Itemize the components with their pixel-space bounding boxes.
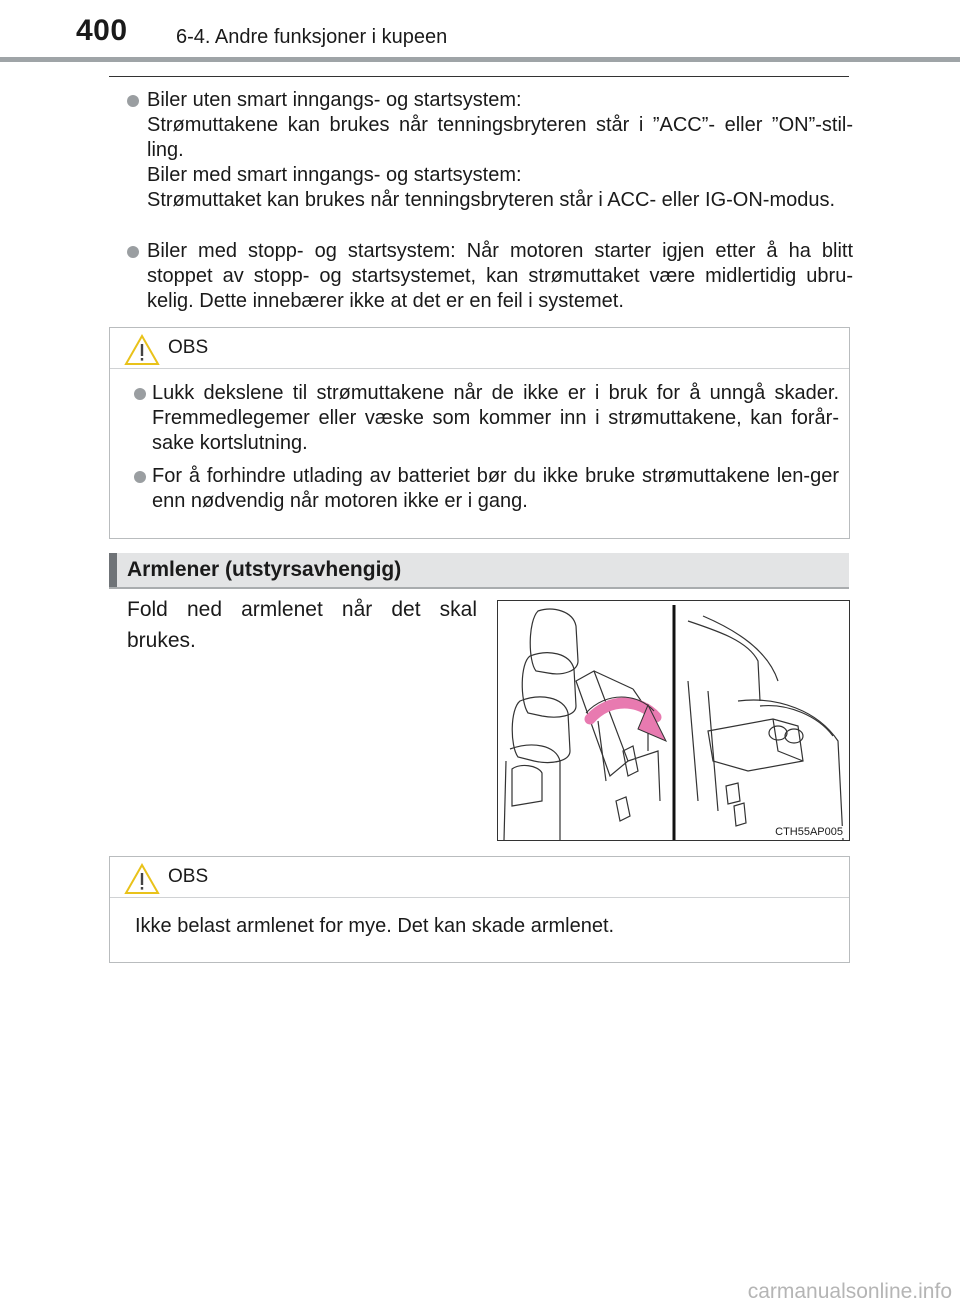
obs-text: Ikke belast armlenet for mye. Det kan skade armlenet. [135,915,615,937]
obs-item [110,464,849,514]
obs-label: OBS [168,337,209,358]
bullet-dot-icon [134,471,146,483]
instruction-text: Fold ned armlenet når det skal brukes. [127,598,477,652]
warning-triangle-icon [124,334,160,366]
bullet-dot-icon [127,95,139,107]
section-marker [109,553,117,587]
watermark[interactable]: carmanualsonline.info [747,1280,952,1303]
top-rule [109,76,849,77]
bullet-line: Biler med smart inngangs- og startsystem: [147,164,522,186]
bullet-line: Strømuttaket kan brukes når tenningsbryteren står i ACC- eller IG-ON-modus. [147,189,836,211]
bullet-block-2 [127,239,853,314]
obs-item [110,381,849,456]
warning-triangle-icon [124,863,160,895]
bullet-dot-icon [127,246,139,258]
figure-code: CTH55AP005 [775,826,843,838]
header-bar [0,57,960,62]
page-number: 400 [76,14,128,47]
bullet-dot-icon [134,388,146,400]
bullet-line: Strømuttakene kan brukes når tenningsbryteren står i ”ACC”- eller ”ON”-stil-ling. [147,114,853,161]
section-header-armrest [109,553,849,589]
obs-label: OBS [168,866,209,887]
obs-box-1 [109,327,850,539]
bullet-block-1 [127,88,853,213]
obs-item-text: Lukk dekslene til strømuttakene når de ikke er i bruk for å unngå skader. Fremmedlegemer eller væske som kommer inn i strømuttakene, kan forår-sake kortslutning. [152,382,839,454]
section-heading: Armlener (utstyrsavhengig) [127,558,402,581]
bullet-item [127,239,853,314]
obs-header [110,328,849,369]
obs-header [110,857,849,898]
bullet-item [127,88,853,213]
obs-item-text: For å forhindre utlading av batteriet bør du ikke bruke strømuttakene len-ger enn nødvendig når motoren ikke er i gang. [152,465,839,512]
armrest-drawing [498,601,849,840]
section-title: 6-4. Andre funksjoner i kupeen [176,26,448,48]
page-header [0,0,960,62]
obs-box-2 [109,856,850,963]
bullet-line: Biler med stopp- og startsystem: Når motoren starter igjen etter å ha blitt stoppet av stopp- og startsystemet, kan strømuttaket være midlertidig ubru-kelig. Dette innebærer ikke at det er en feil i systemet. [147,240,853,312]
bullet-line: Biler uten smart inngangs- og startsystem: [147,89,522,111]
armrest-illustration [497,600,850,841]
